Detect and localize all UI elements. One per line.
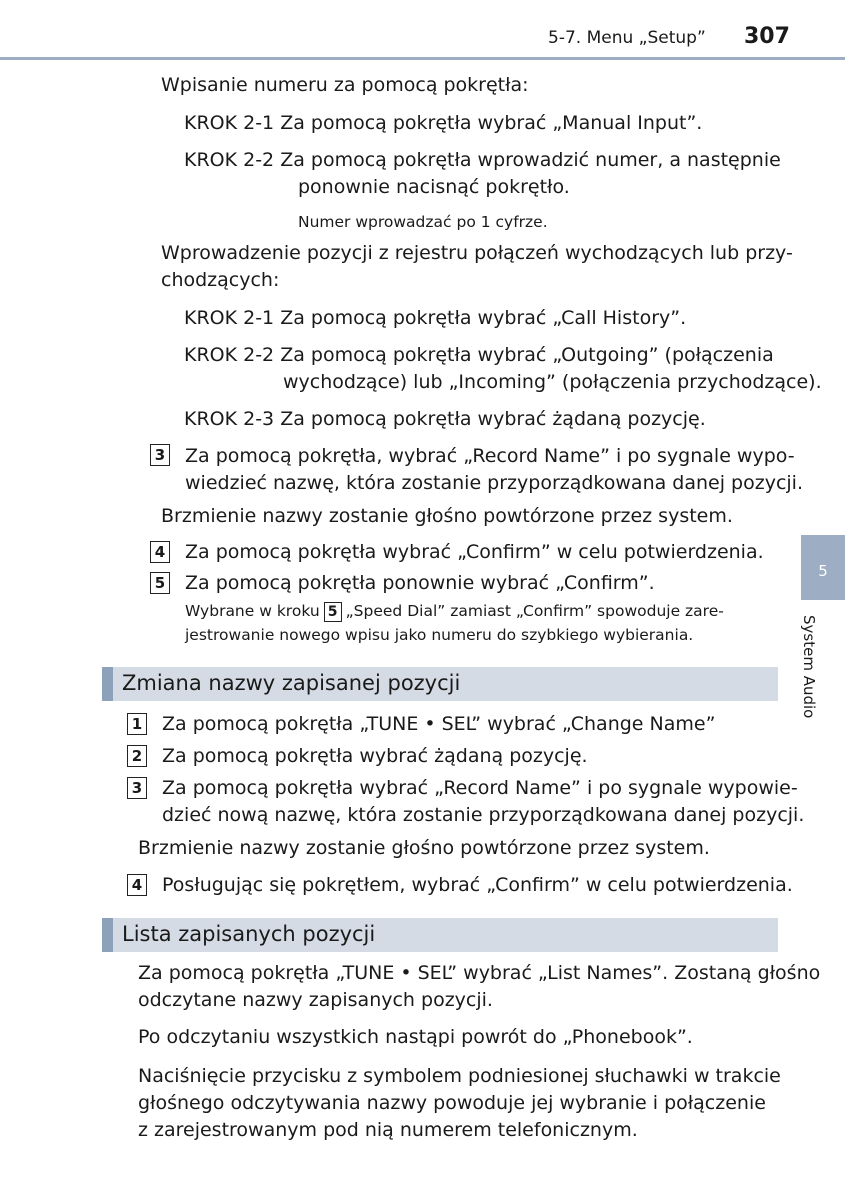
- step-number-badge: 3: [150, 444, 170, 466]
- chapter-tab: [801, 535, 845, 600]
- rename-step-3-cont: dzieć nową nazwę, która zostanie przyporządkowana danej pozycji.: [162, 804, 805, 826]
- step-number-badge: 5: [150, 572, 170, 594]
- rename-step-2: Za pomocą pokrętła wybrać żądaną pozycję.: [162, 745, 588, 767]
- section-accent-bar: [102, 667, 113, 701]
- intro-text-2-cont: chodzących:: [161, 269, 280, 291]
- intro-text-2: Wprowadzenie pozycji z rejestru połączeń wychodzących lub przy-: [161, 242, 793, 264]
- step-2-2: KROK 2-2 Za pomocą pokrętła wprowadzić numer, a następnie: [184, 149, 781, 171]
- step-2-2-cont: ponownie nacisnąć pokrętło.: [298, 176, 570, 198]
- history-step-2-2-cont: wychodzące) lub „Incoming” (połączenia przychodzące).: [283, 371, 822, 393]
- step-5-note-cont: jestrowanie nowego wpisu jako numeru do szybkiego wybierania.: [185, 626, 694, 644]
- section-title: 5-7. Menu „Setup”: [548, 28, 706, 48]
- step-2-1: KROK 2-1 Za pomocą pokrętła wybrać „Manual Input”.: [184, 112, 703, 134]
- history-step-2-2: KROK 2-2 Za pomocą pokrętła wybrać „Outgoing” (połączenia: [184, 344, 774, 366]
- history-step-2-3: KROK 2-3 Za pomocą pokrętła wybrać żądaną pozycję.: [184, 408, 706, 430]
- page-header: [0, 0, 845, 62]
- note-suffix: „Speed Dial” zamiast „Confirm” spowoduje zare-: [345, 602, 724, 620]
- step-number-badge: 1: [127, 713, 147, 735]
- section-heading-list: [102, 918, 778, 952]
- rename-step-3: Za pomocą pokrętła wybrać „Record Name” i po sygnale wypowie-: [162, 777, 798, 799]
- section-title: Zmiana nazwy zapisanej pozycji: [122, 671, 461, 695]
- step-3-note: Brzmienie nazwy zostanie głośno powtórzone przez system.: [161, 505, 733, 527]
- header-rule: [0, 57, 845, 60]
- note-prefix: Wybrane w kroku: [185, 602, 320, 620]
- page-number: 307: [744, 24, 790, 49]
- step-3-text-cont: wiedzieć nazwę, która zostanie przyporządkowana danej pozycji.: [185, 472, 803, 494]
- step-number-badge: 5: [324, 602, 342, 622]
- rename-step-1: Za pomocą pokrętła „TUNE • SEL” wybrać „Change Name”: [162, 713, 716, 735]
- list-paragraph-3: Naciśnięcie przycisku z symbolem podniesionej słuchawki w trakcie: [138, 1065, 781, 1087]
- intro-text: Wpisanie numeru za pomocą pokrętła:: [161, 74, 529, 96]
- list-paragraph-1: Za pomocą pokrętła „TUNE • SEL” wybrać „List Names”. Zostaną głośno: [138, 962, 821, 984]
- section-title: Lista zapisanych pozycji: [122, 922, 376, 946]
- list-paragraph-3-cont2: z zarejestrowanym pod nią numerem telefonicznym.: [138, 1119, 638, 1141]
- step-number-badge: 2: [127, 745, 147, 767]
- section-accent-bar: [102, 918, 113, 952]
- step-number-badge: 4: [127, 874, 147, 896]
- list-paragraph-1-cont: odczytane nazwy zapisanych pozycji.: [138, 989, 493, 1011]
- history-step-2-1: KROK 2-1 Za pomocą pokrętła wybrać „Call History”.: [184, 307, 687, 329]
- step-number-badge: 4: [150, 541, 170, 563]
- chapter-label: [800, 615, 844, 745]
- rename-step-4: Posługując się pokrętłem, wybrać „Confirm” w celu potwierdzenia.: [162, 874, 793, 896]
- step-5-text: Za pomocą pokrętła ponownie wybrać „Confirm”.: [185, 572, 655, 594]
- list-paragraph-3-cont: głośnego odczytywania nazwy powoduje jej wybranie i połączenie: [138, 1092, 766, 1114]
- step-5-note: [185, 600, 724, 623]
- rename-note: Brzmienie nazwy zostanie głośno powtórzone przez system.: [138, 837, 710, 859]
- step-number-badge: 3: [127, 777, 147, 799]
- step-note: Numer wprowadzać po 1 cyfrze.: [298, 213, 548, 231]
- list-paragraph-2: Po odczytaniu wszystkich nastąpi powrót do „Phonebook”.: [138, 1026, 693, 1048]
- chapter-label-text: System Audio: [800, 615, 818, 719]
- chapter-number: 5: [818, 562, 828, 580]
- step-3-text: Za pomocą pokrętła, wybrać „Record Name” i po sygnale wypo-: [185, 445, 795, 467]
- section-heading-rename: [102, 667, 778, 701]
- step-4-text: Za pomocą pokrętła wybrać „Confirm” w celu potwierdzenia.: [185, 541, 764, 563]
